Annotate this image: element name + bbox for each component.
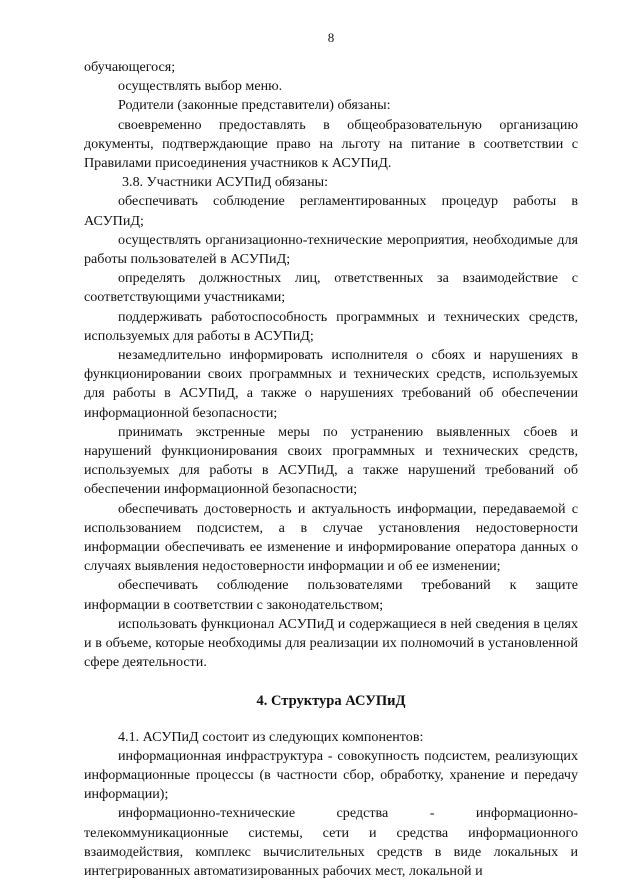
- paragraph: незамедлительно информировать исполнителя о сбоях и нарушениях в функционировании своих программных и технических средств, используемых для работы в АСУПиД, а также о нарушениях требований об обеспечении информационной безопасности;: [84, 347, 578, 421]
- paragraph: обеспечивать соблюдение регламентированных процедур работы в АСУПиД;: [84, 193, 578, 229]
- paragraph: поддерживать работоспособность программных и технических средств, используемых для работы в АСУПиД;: [84, 308, 578, 344]
- paragraph: информационно-технические средства - информационно-телекоммуникационные системы, сети и средства информационного взаимодействия, комплекс вычислительных средств в виде локальных и интегрированных автоматизированных рабочих мест, локальной и: [84, 805, 578, 879]
- paragraph: 4.1. АСУПиД состоит из следующих компонентов:: [118, 728, 424, 745]
- paragraph: обучающегося;: [84, 59, 176, 75]
- paragraph: использовать функционал АСУПиД и содержащиеся в ней сведения в целях и в объеме, которые необходимы для реализации их полномочий в установленной сфере деятельности.: [84, 615, 578, 671]
- page-number: 8: [327, 30, 335, 45]
- paragraph: осуществлять выбор меню.: [118, 78, 283, 95]
- paragraph: обеспечивать соблюдение пользователями требований к защите информации в соответствии с законодательством;: [84, 577, 578, 613]
- paragraph: информационная инфраструктура - совокупность подсистем, реализующих информационные процессы (в частности сбор, обработку, хранение и передачу информации);: [84, 747, 578, 803]
- paragraph: осуществлять организационно-технические мероприятия, необходимые для работы пользователей в АСУПиД;: [84, 231, 578, 268]
- paragraph: обеспечивать достоверность и актуальность информации, передаваемой с использованием подсистем, а в случае установления недостоверности информации обеспечивать ее изменение и информирование оператора данных о случаях выявления недостоверности информации и об ее изменении;: [84, 500, 578, 575]
- document-body: [84, 58, 578, 881]
- paragraph: 3.8. Участники АСУПиД обязаны:: [122, 174, 329, 191]
- paragraph: определять должностных лиц, ответственных за взаимодействие с соответствующими участниками;: [84, 270, 578, 306]
- paragraph: принимать экстренные меры по устранению выявленных сбоев и нарушений функционирования своих программных и технических средств, используемых для работы в АСУПиД, а также нарушений требований об обеспечении информационной безопасности;: [84, 423, 578, 498]
- paragraph: Родители (законные представители) обязаны:: [118, 97, 391, 114]
- paragraph: своевременно предоставлять в общеобразовательную организацию документы, подтверждающие право на льготу на питание в соответствии с Правилами присоединения участников к АСУПиД.: [84, 116, 578, 172]
- section-heading: 4. Структура АСУПиД: [256, 692, 406, 709]
